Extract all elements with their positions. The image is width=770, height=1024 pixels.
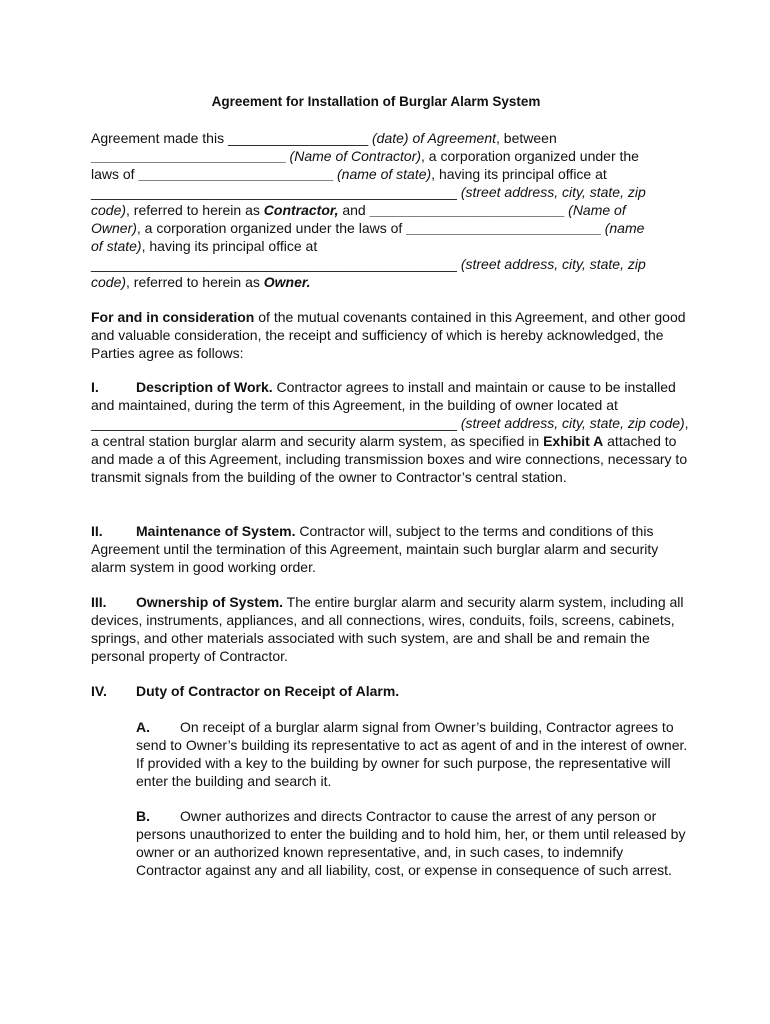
owner-state-blank[interactable]: _________________________	[406, 220, 601, 236]
consideration-paragraph	[91, 308, 691, 362]
preamble-text: , having its principal office at	[431, 166, 607, 182]
owner-name-hint: (Name of	[564, 202, 626, 218]
contractor-state-hint: (name of state)	[333, 166, 432, 182]
consideration-text: of the mutual covenants contained in this Agreement, and other good and valuable consideration, the receipt and sufficiency of which is hereby acknowledged, the Parties agree as follows:	[91, 309, 686, 361]
owner-name-hint: Owner)	[91, 220, 137, 236]
preamble-text: , a corporation organized under the	[421, 148, 639, 164]
section-number: III.	[91, 594, 107, 610]
owner-name-blank[interactable]: _________________________	[369, 202, 565, 218]
owner-defined-term: Owner.	[263, 274, 311, 290]
preamble-text: and	[338, 202, 370, 218]
section-heading: Duty of Contractor on Receipt of Alarm.	[136, 683, 400, 699]
owner-building-address-blank[interactable]: _______________________________________________	[91, 415, 457, 431]
section-3-ownership-of-system	[91, 593, 691, 665]
subsection-text: On receipt of a burglar alarm signal from Owner’s building, Contractor agrees to send to Owner’s building its representative to act as agent of and in the interest of owner. If provided with a key to the building by owner for such purpose, the representative will enter the building and search it.	[136, 719, 688, 789]
section-4-subsection-b	[136, 807, 691, 879]
section-text: , a central station burglar alarm and security alarm system, as specified in	[91, 415, 689, 449]
preamble-paragraph	[91, 129, 691, 291]
preamble-text: , a corporation organized under the laws of	[136, 220, 407, 236]
section-heading: Ownership of System.	[136, 594, 284, 610]
subsection-text: Owner authorizes and directs Contractor to cause the arrest of any person or persons unauthorized to enter the building and to hold him, her, or them until released by owner or an authorized known representative, and, in such cases, to indemnify Contractor against any and all liability, cost, or expense in consequence of such arrest.	[136, 808, 686, 878]
consideration-lead: For and in consideration	[91, 309, 255, 325]
preamble-text: Agreement made this	[91, 130, 228, 146]
owner-address-hint: (street address, city, state, zip	[456, 256, 646, 272]
owner-state-hint: (name	[600, 220, 645, 236]
section-2-maintenance-of-system	[91, 522, 691, 576]
contractor-defined-term: Contractor,	[263, 202, 339, 218]
preamble-text: , referred to herein as	[126, 202, 264, 218]
section-heading: Description of Work.	[136, 379, 273, 395]
preamble-text: laws of	[91, 166, 139, 182]
section-number: II.	[91, 523, 103, 539]
document-title: Agreement for Installation of Burglar Alarm System	[211, 94, 541, 109]
contractor-address-hint: (street address, city, state, zip	[456, 184, 646, 200]
preamble-text: , between	[496, 130, 557, 146]
section-number: IV.	[91, 683, 107, 699]
owner-address-hint: code)	[91, 274, 127, 290]
section-heading: Maintenance of System.	[136, 523, 296, 539]
preamble-text: , having its principal office at	[141, 238, 318, 254]
subsection-number: B.	[136, 808, 150, 824]
date-hint: (date) of Agreement	[368, 130, 497, 146]
section-text: Contractor agrees to install and maintain or cause to be installed and maintained, during the term of this Agreement, in the building of owner located at	[91, 379, 676, 413]
exhibit-reference: Exhibit A	[543, 433, 604, 449]
owner-address-blank[interactable]: _______________________________________________	[91, 256, 457, 272]
contractor-name-blank[interactable]: _________________________	[91, 148, 286, 164]
subsection-number: A.	[136, 719, 150, 735]
section-text: Contractor will, subject to the terms and conditions of this Agreement until the termination of this Agreement, maintain such burglar alarm and security alarm system in good working order.	[91, 523, 659, 575]
contractor-name-hint: (Name of Contractor)	[285, 148, 422, 164]
section-number: I.	[91, 379, 99, 395]
contractor-address-blank[interactable]: _______________________________________________	[91, 184, 457, 200]
preamble-text: , referred to herein as	[126, 274, 264, 290]
contractor-address-hint: code)	[91, 202, 127, 218]
section-1-description-of-work	[91, 378, 691, 486]
date-blank[interactable]: __________________	[227, 130, 369, 146]
owner-state-hint: of state)	[91, 238, 142, 254]
address-hint: (street address, city, state, zip code)	[456, 415, 685, 431]
contractor-state-blank[interactable]: _________________________	[138, 166, 334, 182]
section-text: The entire burglar alarm and security alarm system, including all devices, instruments, appliances, and all connections, wires, conduits, foils, screens, cabinets, springs, and other materials associated with such system, are and shall be and remain the personal property of Contractor.	[91, 594, 684, 664]
section-4-subsection-a	[136, 718, 691, 790]
section-text: attached to and made a of this Agreement, including transmission boxes and wire connections, necessary to transmit signals from the building of the owner to Contractor’s central station.	[91, 433, 688, 485]
section-4-duty-of-contractor	[91, 682, 691, 700]
